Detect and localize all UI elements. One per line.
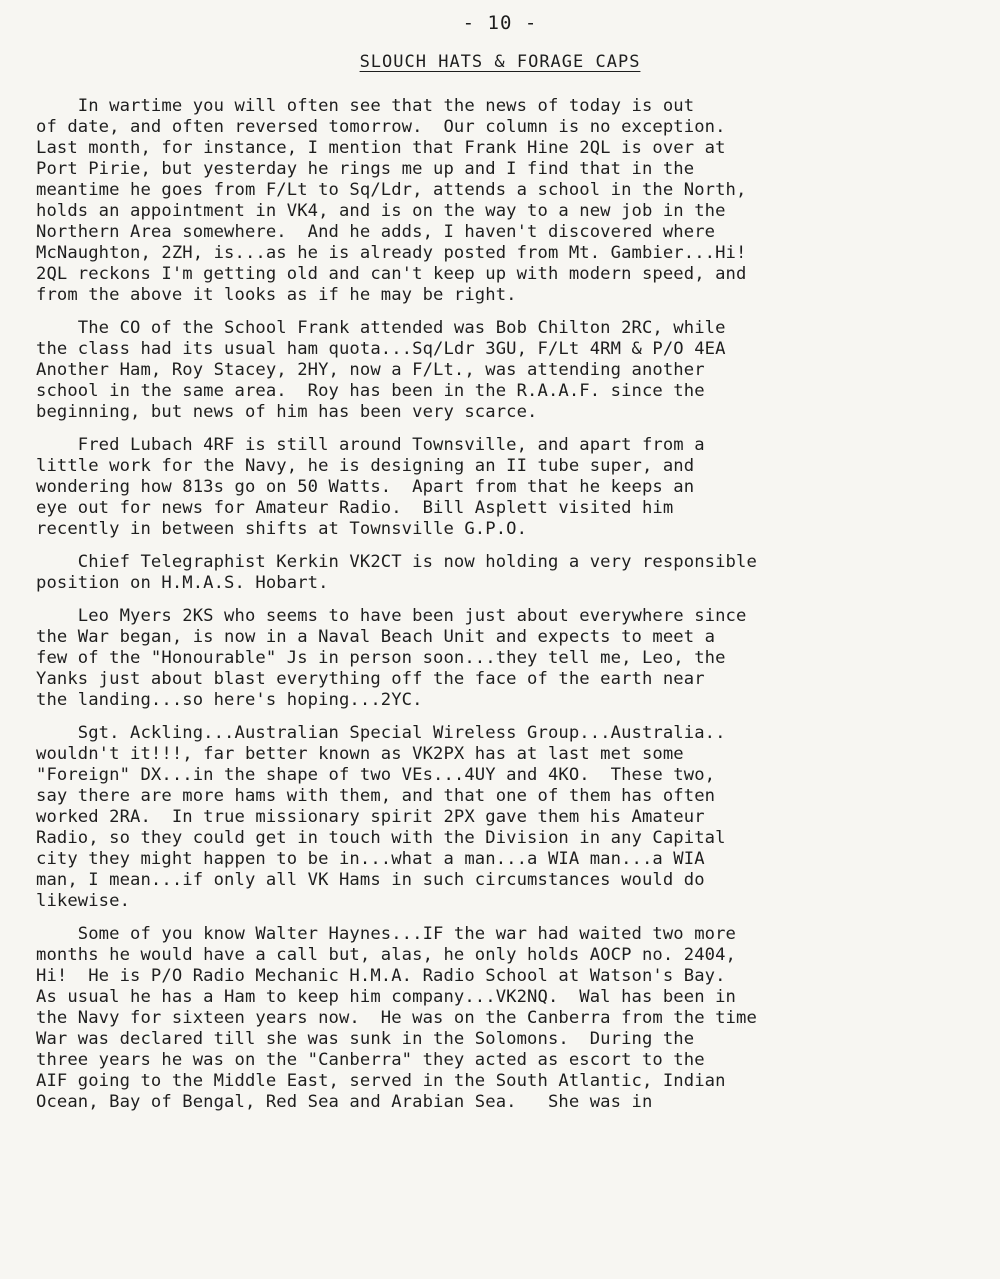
text-line: position on H.M.A.S. Hobart. [36,573,329,593]
text-line: from the above it looks as if he may be right. [36,285,517,305]
text-line: The CO of the School Frank attended was Bob Chilton 2RC, while [36,318,726,338]
paragraph [36,606,916,711]
text-line: In wartime you will often see that the news of today is out [36,96,695,116]
text-line: Radio, so they could get in touch with the Division in any Capital [36,828,726,848]
text-line: Port Pirie, but yesterday he rings me up and I find that in the [36,159,695,179]
text-line: recently in between shifts at Townsville G.P.O. [36,519,528,539]
paragraph [36,552,916,594]
text-line: Sgt. Ackling...Australian Special Wireless Group...Australia.. [36,723,726,743]
text-line: eye out for news for Amateur Radio. Bill Asplett visited him [36,498,674,518]
page-number: - 10 - [462,12,538,34]
text-line: the class had its usual ham quota...Sq/Ldr 3GU, F/Lt 4RM & P/O 4EA [36,339,726,359]
article-title [0,52,1000,72]
text-line: Hi! He is P/O Radio Mechanic H.M.A. Radio School at Watson's Bay. [36,966,726,986]
article-title-text: SLOUCH HATS & FORAGE CAPS [359,52,641,72]
text-line: little work for the Navy, he is designing an II tube super, and [36,456,695,476]
text-line: Northern Area somewhere. And he adds, I haven't discovered where [36,222,716,242]
text-line: holds an appointment in VK4, and is on the way to a new job in the [36,201,726,221]
text-line: Some of you know Walter Haynes...IF the war had waited two more [36,924,736,944]
text-line: Ocean, Bay of Bengal, Red Sea and Arabian Sea. She was in [36,1092,653,1112]
text-line: likewise. [36,891,131,911]
text-line: Leo Myers 2KS who seems to have been just about everywhere since [36,606,747,626]
text-line: wouldn't it!!!, far better known as VK2PX has at last met some [36,744,684,764]
text-line: Another Ham, Roy Stacey, 2HY, now a F/Lt., was attending another [36,360,705,380]
paragraph [36,318,916,423]
paragraph [36,924,916,1113]
text-line: McNaughton, 2ZH, is...as he is already posted from Mt. Gambier...Hi! [36,243,747,263]
text-line: say there are more hams with them, and that one of them has often [36,786,716,806]
text-line: As usual he has a Ham to keep him company...VK2NQ. Wal has been in [36,987,736,1007]
text-line: AIF going to the Middle East, served in the South Atlantic, Indian [36,1071,726,1091]
text-line: months he would have a call but, alas, he only holds AOCP no. 2404, [36,945,736,965]
text-line: worked 2RA. In true missionary spirit 2PX gave them his Amateur [36,807,705,827]
text-line: wondering how 813s go on 50 Watts. Apart from that he keeps an [36,477,695,497]
text-line: few of the "Honourable" Js in person soon...they tell me, Leo, the [36,648,726,668]
paragraph [36,723,916,912]
text-line: the landing...so here's hoping...2YC. [36,690,423,710]
paragraph [36,435,916,540]
text-line: 2QL reckons I'm getting old and can't keep up with modern speed, and [36,264,747,284]
text-line: Fred Lubach 4RF is still around Townsville, and apart from a [36,435,705,455]
text-line: "Foreign" DX...in the shape of two VEs...4UY and 4KO. These two, [36,765,716,785]
text-line: Last month, for instance, I mention that Frank Hine 2QL is over at [36,138,726,158]
text-line: the Navy for sixteen years now. He was on the Canberra from the time [36,1008,757,1028]
text-line: the War began, is now in a Naval Beach Unit and expects to meet a [36,627,716,647]
article-body [36,96,916,1125]
text-line: school in the same area. Roy has been in the R.A.A.F. since the [36,381,705,401]
text-line: Chief Telegraphist Kerkin VK2CT is now holding a very responsible [36,552,757,572]
text-line: of date, and often reversed tomorrow. Our column is no exception. [36,117,726,137]
text-line: three years he was on the "Canberra" they acted as escort to the [36,1050,705,1070]
text-line: beginning, but news of him has been very scarce. [36,402,538,422]
text-line: man, I mean...if only all VK Hams in such circumstances would do [36,870,705,890]
text-line: city they might happen to be in...what a man...a WIA man...a WIA [36,849,705,869]
paragraph [36,96,916,306]
text-line: War was declared till she was sunk in the Solomons. During the [36,1029,695,1049]
text-line: Yanks just about blast everything off the face of the earth near [36,669,705,689]
text-line: meantime he goes from F/Lt to Sq/Ldr, attends a school in the North, [36,180,747,200]
